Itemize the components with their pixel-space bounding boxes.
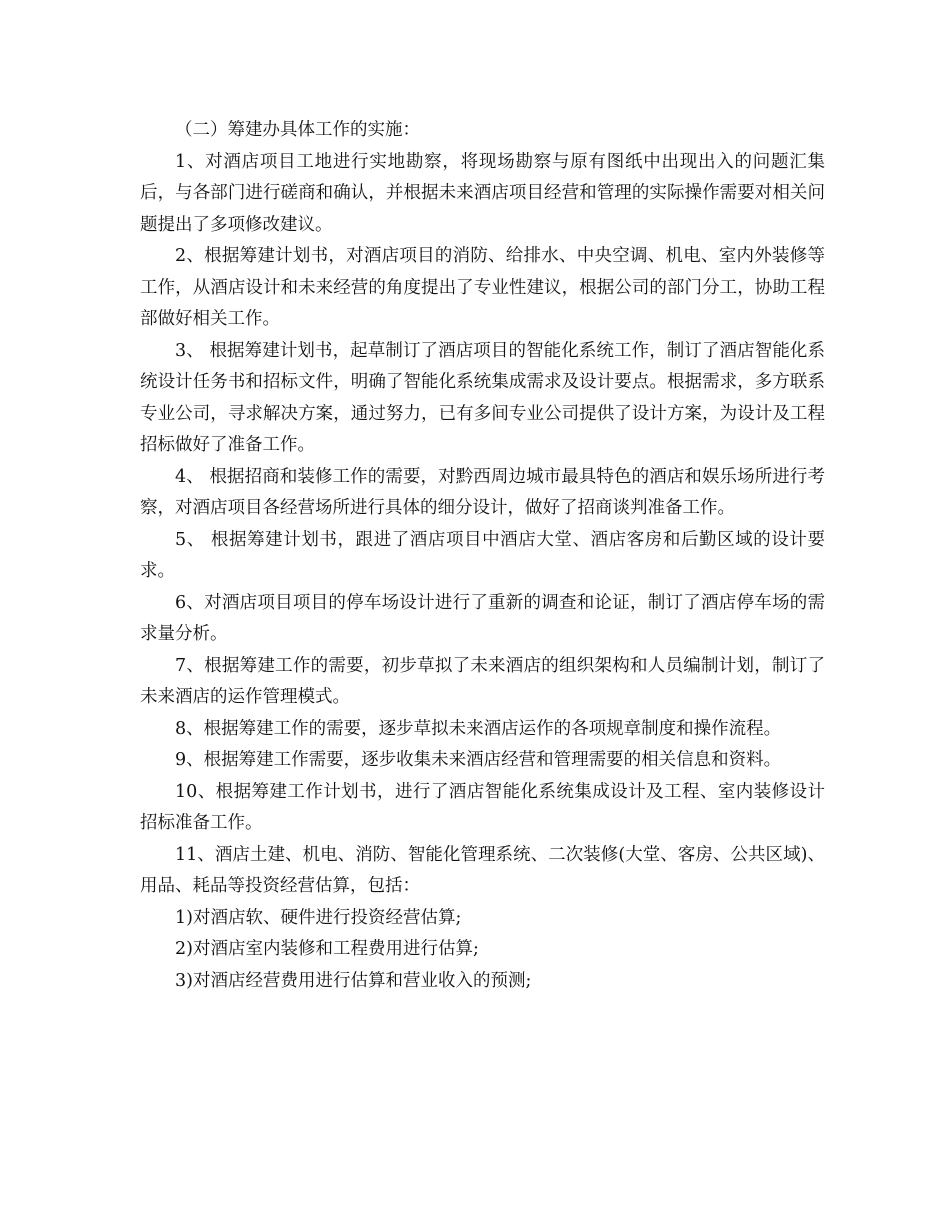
paragraph-item-7: 7、根据筹建工作的需要，初步草拟了未来酒店的组织架构和人员编制计划，制订了未来酒店的运作管理模式。 [140, 655, 825, 707]
sub-item-3: 3)对酒店经营费用进行估算和营业收入的预测; [175, 970, 532, 991]
paragraph-item-4: 4、 根据招商和装修工作的需要，对黔西周边城市最具特色的酒店和娱乐场所进行考察，对酒店项目各经营场所进行具体的细分设计，做好了招商谈判准备工作。 [140, 466, 825, 518]
paragraph-item-10: 10、根据筹建工作计划书，进行了酒店智能化系统集成设计及工程、室内装修设计招标准备工作。 [140, 781, 825, 833]
paragraph-item-3: 3、 根据筹建计划书，起草制订了酒店项目的智能化系统工作，制订了酒店智能化系统设计任务书和招标文件，明确了智能化系统集成需求及设计要点。根据需求，多方联系专业公司，寻求解决方案，通过努力，已有多间专业公司提供了设计方案，为设计及工程招标做好了准备工作。 [140, 340, 825, 455]
section-heading: （二）筹建办具体工作的实施： [175, 120, 420, 140]
paragraph-item-11: 11、酒店土建、机电、消防、智能化管理系统、二次装修(大堂、客房、公共区域)、用品、耗品等投资经营估算，包括： [140, 844, 825, 896]
sub-item-1: 1)对酒店软、硬件进行投资经营估算; [175, 907, 462, 928]
document-body [140, 115, 825, 997]
paragraph-item-5: 5、 根据筹建计划书，跟进了酒店项目中酒店大堂、酒店客房和后勤区域的设计要求。 [140, 529, 825, 581]
paragraph-item-2: 2、根据筹建计划书，对酒店项目的消防、给排水、中央空调、机电、室内外装修等工作，从酒店设计和未来经营的角度提出了专业性建议，根据公司的部门分工，协助工程部做好相关工作。 [140, 246, 825, 329]
paragraph-item-9: 9、根据筹建工作需要，逐步收集未来酒店经营和管理需要的相关信息和资料。 [175, 750, 782, 770]
paragraph-item-8: 8、根据筹建工作的需要，逐步草拟未来酒店运作的各项规章制度和操作流程。 [175, 718, 782, 739]
sub-item-2: 2)对酒店室内装修和工程费用进行估算; [175, 939, 479, 959]
paragraph-item-6: 6、对酒店项目项目的停车场设计进行了重新的调查和论证，制订了酒店停车场的需求量分析。 [140, 592, 825, 644]
paragraph-item-1: 1、对酒店项目工地进行实地勘察，将现场勘察与原有图纸中出现出入的问题汇集后，与各部门进行磋商和确认，并根据未来酒店项目经营和管理的实际操作需要对相关问题提出了多项修改建议。 [140, 151, 825, 235]
